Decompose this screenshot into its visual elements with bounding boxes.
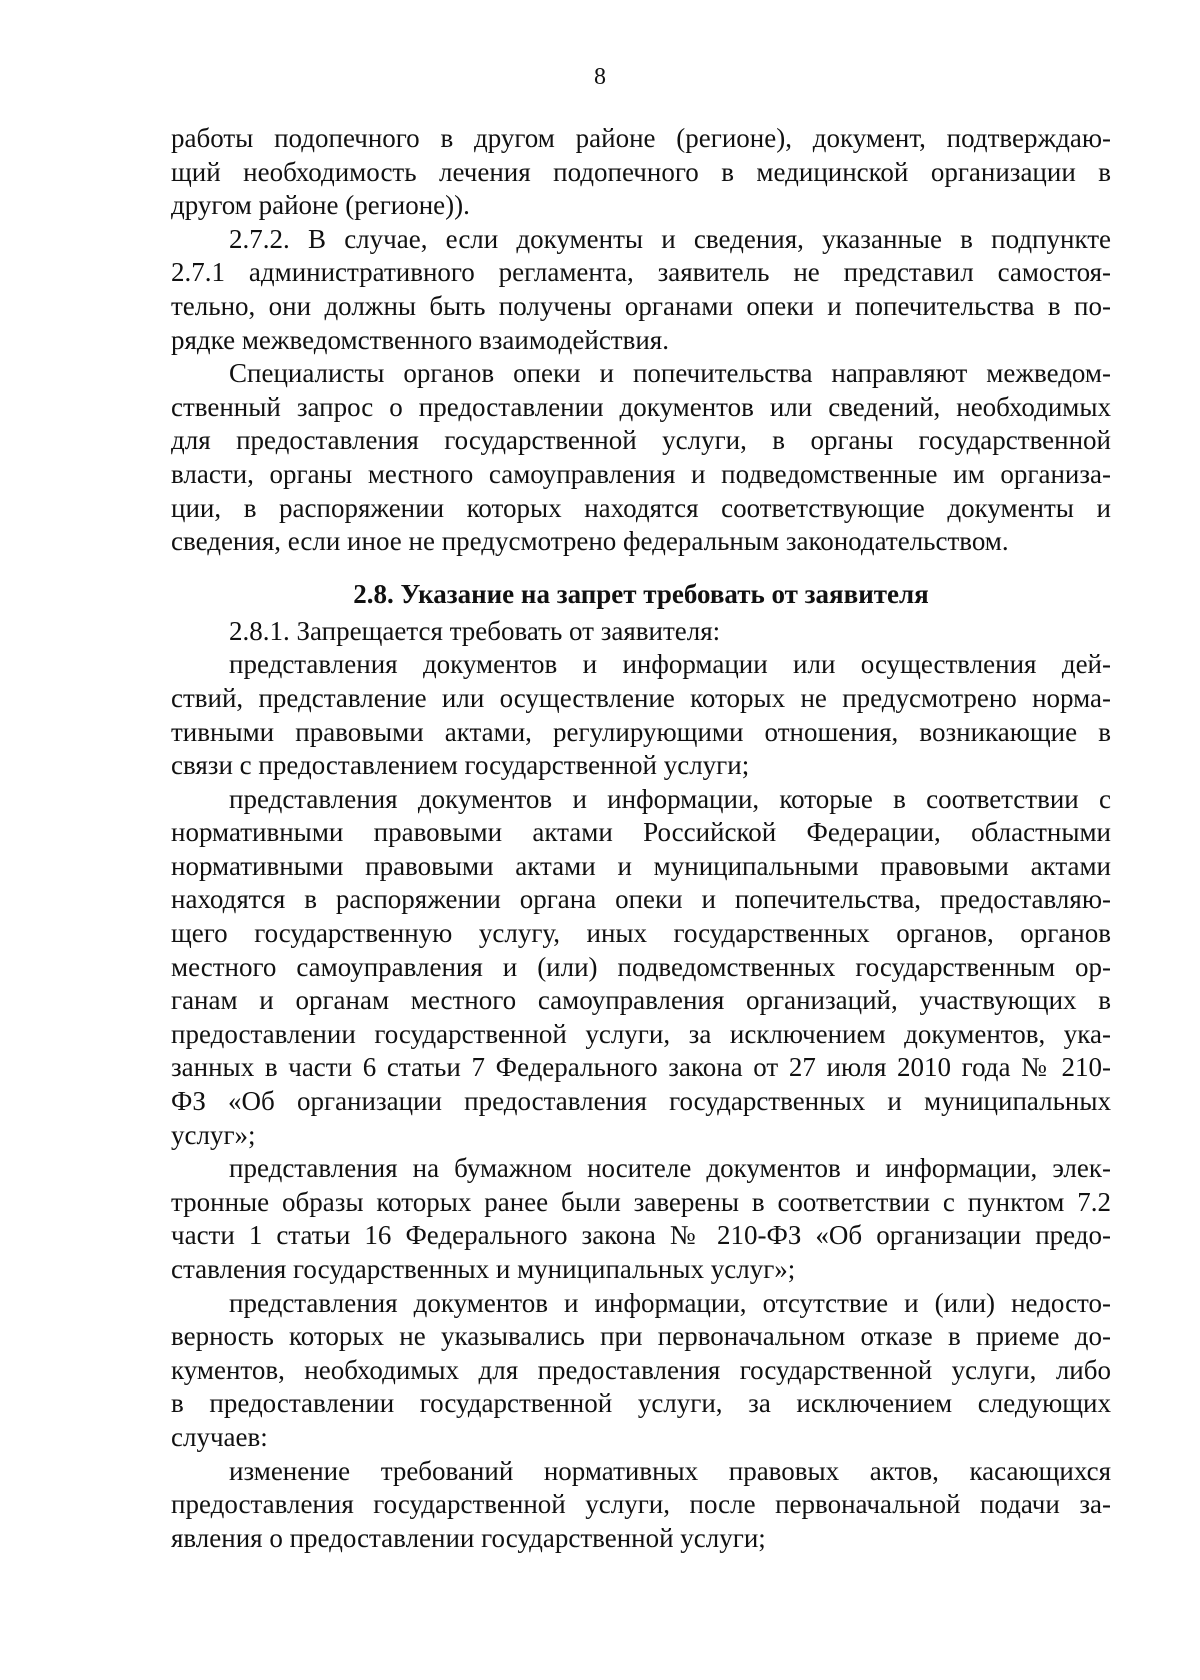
text-line: щий необходимость лечения подопечного в медицинской организации в [171, 156, 1111, 187]
text-line: для предоставления государственной услуги, в органы государственной [171, 425, 1111, 456]
text-line: изменение требований нормативных правовых актов, касающихся [229, 1455, 1111, 1486]
text-line: ставления государственных и муниципальных услуг»; [171, 1254, 796, 1284]
paragraph [171, 1152, 1111, 1286]
text-line: предоставления государственной услуги, после первоначальной подачи за- [171, 1489, 1111, 1520]
paragraph [171, 223, 1111, 357]
section-heading: 2.8. Указание на запрет требовать от заявителя [353, 578, 929, 609]
paragraph [171, 1455, 1111, 1556]
paragraph [171, 615, 1111, 649]
text-line: 2.8.1. Запрещается требовать от заявителя: [229, 615, 721, 646]
text-line: находятся в распоряжении органа опеки и попечительства, предоставляю- [171, 884, 1111, 915]
text-line: в предоставлении государственной услуги, за исключением следующих [171, 1388, 1111, 1419]
text-line: представления документов и информации или осуществления дей- [229, 649, 1111, 680]
text-line: 2.7.1 административного регламента, заявитель не представил самостоя- [171, 257, 1111, 288]
text-line: Специалисты органов опеки и попечительства направляют межведом- [229, 358, 1111, 389]
text-line: верность которых не указывались при первоначальном отказе в приеме до- [171, 1321, 1111, 1352]
text-line: тивными правовыми актами, регулирующими отношения, возникающие в [171, 716, 1111, 747]
text-line: нормативными правовыми актами и муниципальными правовыми актами [171, 850, 1111, 881]
text-line: случаев: [171, 1421, 268, 1452]
text-line: власти, органы местного самоуправления и подведомственные им организа- [171, 458, 1111, 489]
text-line: представления документов и информации, отсутствие и (или) недосто- [229, 1287, 1111, 1318]
text-line: другом районе (регионе)). [171, 190, 470, 221]
text-line: местного самоуправления и (или) подведомственных государственным ор- [171, 951, 1111, 982]
text-line: ственный запрос о предоставлении документов или сведений, необходимых [171, 391, 1111, 422]
text-line: занных в части 6 статьи 7 Федерального закона от 27 июля 2010 года № 210- [171, 1052, 1111, 1083]
text-line: работы подопечного в другом районе (регионе), документ, подтверждаю- [171, 123, 1111, 153]
text-line: кументов, необходимых для предоставления государственной услуги, либо [171, 1354, 1111, 1385]
text-line: услуг»; [171, 1119, 256, 1150]
paragraph [171, 1287, 1111, 1455]
text-line: нормативными правовыми актами Российской Федерации, областными [171, 817, 1111, 848]
page-number: 8 [594, 64, 606, 90]
paragraph [171, 357, 1111, 559]
paragraphs-after-heading [171, 615, 1111, 1556]
paragraphs-before-heading [171, 122, 1111, 559]
text-line: ствий, представление или осуществление которых не предусмотрено норма- [171, 682, 1111, 713]
text-line: ции, в распоряжении которых находятся соответствующие документы и [171, 492, 1111, 523]
text-line: представления документов и информации, которые в соответствии с [229, 783, 1111, 814]
paragraph [171, 783, 1111, 1153]
text-line: представления на бумажном носителе документов и информации, элек- [229, 1153, 1111, 1184]
text-line: ганам и органам местного самоуправления организаций, участвующих в [171, 985, 1111, 1016]
text-line: 2.7.2. В случае, если документы и сведения, указанные в подпункте [229, 223, 1111, 254]
paragraph [171, 122, 1111, 223]
text-line: рядке межведомственного взаимодействия. [171, 324, 669, 355]
text-line: щего государственную услугу, иных государственных органов, органов [171, 918, 1111, 949]
text-line: тронные образы которых ранее были заверены в соответствии с пунктом 7.2 [171, 1186, 1111, 1217]
text-line: тельно, они должны быть получены органами опеки и попечительства в по- [171, 290, 1111, 321]
text-line: сведения, если иное не предусмотрено федеральным законодательством. [171, 526, 1009, 557]
text-line: части 1 статьи 16 Федерального закона № 210-ФЗ «Об организации предо- [171, 1220, 1111, 1251]
text-line: явления о предоставлении государственной услуги; [171, 1522, 766, 1553]
paragraph [171, 648, 1111, 782]
text-line: предоставлении государственной услуги, за исключением документов, ука- [171, 1018, 1111, 1049]
text-line: связи с предоставлением государственной услуги; [171, 750, 750, 781]
document-body [171, 122, 1111, 1555]
text-line: ФЗ «Об организации предоставления государственных и муниципальных [171, 1086, 1111, 1117]
